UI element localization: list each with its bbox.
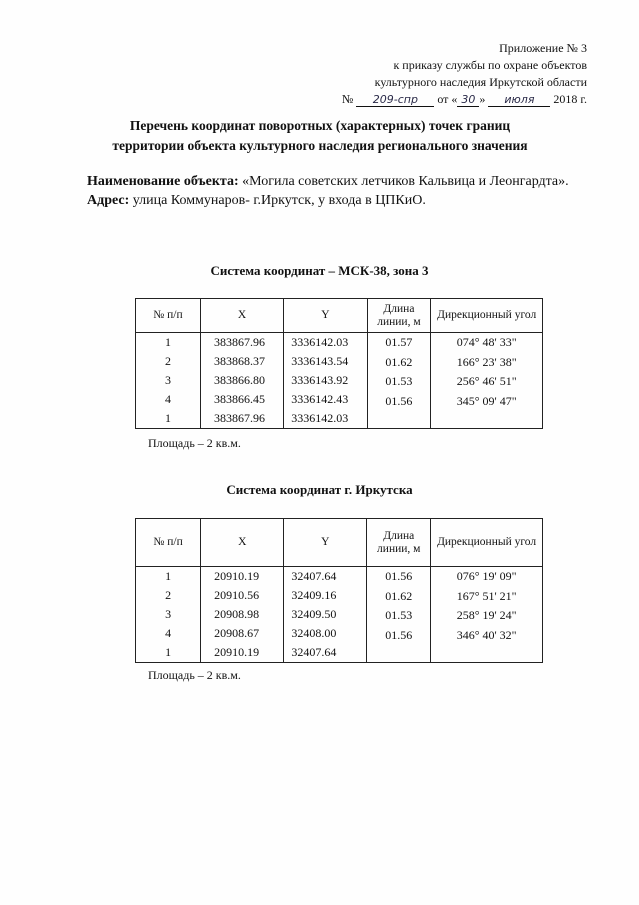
length-value: 01.57 xyxy=(385,335,413,349)
point-number: 2 xyxy=(165,588,172,602)
angle-value: 258° 19' 24" xyxy=(456,608,517,622)
document-title-line-2: территории объекта культурного наследия регионального значения xyxy=(112,138,528,153)
object-address xyxy=(87,191,587,210)
x-value: 383868.37 xyxy=(213,354,265,368)
order-number-handwritten: 209-спр xyxy=(356,93,434,107)
document-title-line-1: Перечень координат поворотных (характерных) точек границ xyxy=(129,118,511,133)
angle-value: 256° 46' 51" xyxy=(456,374,517,388)
order-day-handwritten: 30 xyxy=(457,93,479,107)
point-number: 4 xyxy=(165,626,172,640)
point-number: 3 xyxy=(164,373,171,387)
length-column xyxy=(367,333,431,429)
x-value: 383866.45 xyxy=(213,392,265,406)
x-value: 20910.56 xyxy=(214,588,260,602)
object-address-value: улица Коммунаров- г.Иркутск, у входа в ЦПКиО. xyxy=(132,193,426,208)
column-header-length: Длина линии, м xyxy=(367,299,431,333)
y-value: 32407.64 xyxy=(291,569,337,583)
y-value: 3336143.54 xyxy=(291,354,349,368)
length-value: 01.56 xyxy=(385,393,413,408)
angle-value: 074° 48' 33" xyxy=(456,335,517,349)
y-value: 3336142.03 xyxy=(291,335,349,349)
point-number: 3 xyxy=(165,607,172,621)
length-value: 01.56 xyxy=(385,569,413,583)
coordinate-table-msk38 xyxy=(135,298,543,429)
coordinate-system-2-title: Система координат г. Иркутска xyxy=(226,482,413,497)
angle-value: 076° 19' 09" xyxy=(456,569,517,583)
length-value: 01.53 xyxy=(385,608,413,622)
y-value: 32408.00 xyxy=(291,626,337,640)
coordinate-table-irkutsk xyxy=(135,518,543,663)
length-value: 01.62 xyxy=(385,588,413,603)
column-header-y: Y xyxy=(284,519,367,567)
column-header-y: Y xyxy=(284,299,367,333)
column-header-number: № п/п xyxy=(136,519,201,567)
coordinate-system-1-title: Система координат – МСК-38, зона 3 xyxy=(210,263,429,278)
x-value: 20908.67 xyxy=(214,626,260,640)
y-value: 3336143.92 xyxy=(291,373,349,387)
point-number-column xyxy=(136,567,201,663)
y-value: 32407.64 xyxy=(291,645,337,659)
point-number-column xyxy=(136,333,201,429)
y-value: 3336142.03 xyxy=(291,411,349,425)
x-value: 383866.80 xyxy=(213,373,265,387)
length-value: 01.62 xyxy=(385,354,413,369)
point-number: 1 xyxy=(164,335,171,349)
area-note-irkutsk: Площадь – 2 кв.м. xyxy=(148,668,241,682)
table-body-row xyxy=(136,333,543,429)
angle-column xyxy=(431,567,543,663)
point-number: 4 xyxy=(164,392,171,406)
y-value: 32409.16 xyxy=(291,588,337,602)
column-header-angle: Дирекционный угол xyxy=(431,519,543,567)
order-quote-close: » xyxy=(479,92,486,106)
object-name xyxy=(87,172,587,191)
appendix-number: Приложение № 3 xyxy=(499,41,587,55)
appendix-header xyxy=(342,40,587,108)
point-number: 1 xyxy=(165,645,172,659)
x-value: 383867.96 xyxy=(213,335,265,349)
column-header-x: X xyxy=(201,519,284,567)
order-number-line xyxy=(342,91,587,108)
area-note-msk38: Площадь – 2 кв.м. xyxy=(148,436,241,450)
object-address-label: Адрес: xyxy=(87,193,130,208)
angle-value: 167° 51' 21" xyxy=(456,588,517,603)
point-number: 1 xyxy=(164,411,171,425)
table-header-row xyxy=(136,519,543,567)
column-header-number: № п/п xyxy=(136,299,201,333)
order-month-handwritten: июля xyxy=(488,93,550,107)
object-name-label: Наименование объекта: xyxy=(87,174,239,189)
order-reference-line: к приказу службы по охране объектов xyxy=(393,58,587,72)
angle-column xyxy=(431,333,543,429)
order-year: 2018 г. xyxy=(553,92,587,106)
column-header-angle: Дирекционный угол xyxy=(431,299,543,333)
length-column xyxy=(367,567,431,663)
x-column xyxy=(201,567,284,663)
order-from-label: от « xyxy=(437,92,458,106)
object-name-value: «Могила советских летчиков Кальвица и Леонгардта». xyxy=(242,174,569,189)
y-value: 32409.50 xyxy=(291,607,337,621)
table-body-row xyxy=(136,567,543,663)
y-value: 3336142.43 xyxy=(291,392,349,406)
length-value: 01.53 xyxy=(385,374,413,388)
column-header-length: Длина линии, м xyxy=(367,519,431,567)
y-column xyxy=(284,333,367,429)
object-info xyxy=(87,172,587,210)
document-title xyxy=(60,116,580,156)
table-header-row xyxy=(136,299,543,333)
y-column xyxy=(284,567,367,663)
length-value: 01.56 xyxy=(385,627,413,642)
x-column xyxy=(200,333,283,429)
x-value: 20910.19 xyxy=(214,645,260,659)
point-number: 1 xyxy=(165,569,172,583)
x-value: 383867.96 xyxy=(213,411,265,425)
x-value: 20910.19 xyxy=(214,569,260,583)
point-number: 2 xyxy=(164,354,171,368)
x-value: 20908.98 xyxy=(214,607,260,621)
angle-value: 166° 23' 38" xyxy=(456,354,517,369)
angle-value: 345° 09' 47" xyxy=(456,393,517,408)
order-number-prefix: № xyxy=(341,92,354,106)
agency-name: культурного наследия Иркутской области xyxy=(374,75,587,89)
angle-value: 346° 40' 32" xyxy=(456,627,517,642)
column-header-x: X xyxy=(200,299,283,333)
